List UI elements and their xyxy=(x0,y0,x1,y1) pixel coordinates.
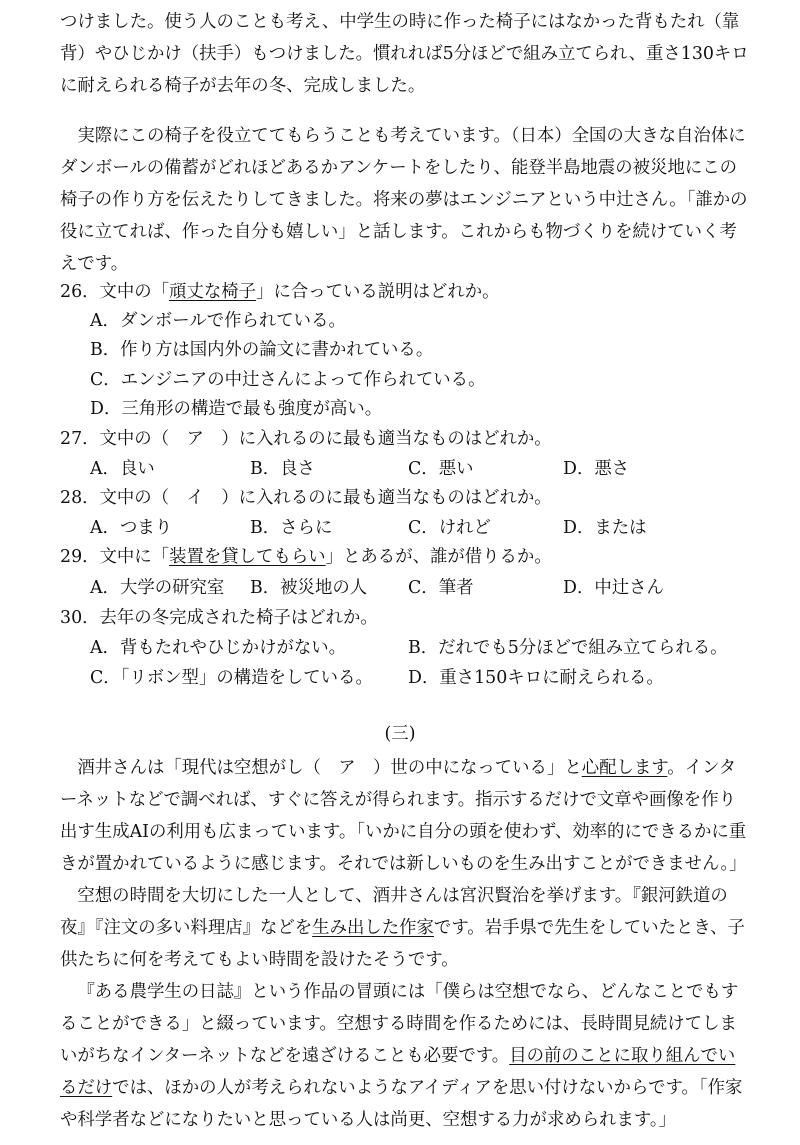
question-28: 28．文中の（ イ ）に入れるのに最も適当なものはどれか。 xyxy=(60,488,552,508)
q26-option-d: D．三角形の構造で最も強度が高い。 xyxy=(90,399,383,419)
q30-options-row-1 xyxy=(90,634,770,662)
underlined-phrase: 装置を貸してもらい xyxy=(169,547,326,567)
q30-option-b: B．だれでも5分ほどで組み立てられる。 xyxy=(408,638,728,658)
q29-option-c: C．筆者 xyxy=(408,578,474,598)
q26-option-a: A．ダンボールで作られている。 xyxy=(90,311,346,331)
q30-option-c: C．「リボン型」の構造をしている。 xyxy=(90,668,373,688)
q27-option-d: D．悪さ xyxy=(563,459,630,479)
passage-paragraph-2: 実際にこの椅子を役立ててもらうことも考えています。（日本）全国の大きな自治体にダンボールの備蓄がどれほどあるかアンケートをしたり、能登半島地震の被災地にこの椅子の作り方を伝えたりしてきました。将来の夢はエンジニアという中辻さん。「誰かの役に立てれば、作った自分も嬉しい」と話します。これからも物づくりを続けていく考えです。 xyxy=(60,126,748,274)
q28-option-a: A．つまり xyxy=(90,518,173,538)
section3-paragraph-2: 空想の時間を大切にした一人として、酒井さんは宮沢賢治を挙げます。『銀河鉄道の夜』『注文の多い料理店』などを生み出した作家です。岩手県で先生をしていたとき、子供たちに何を考えてもよい時間を設けたそうです。 xyxy=(60,886,745,970)
underlined-phrase: 心配します xyxy=(581,758,668,778)
q27-option-c: C．悪い xyxy=(408,459,474,479)
q27-option-b: B．良さ xyxy=(250,459,315,479)
q28-option-b: B．さらに xyxy=(250,518,333,538)
q26-option-b: B．作り方は国内外の論文に書かれている。 xyxy=(90,340,434,360)
q27-option-a: A．良い xyxy=(90,459,155,479)
q27-options xyxy=(90,455,770,483)
q29-options xyxy=(90,574,770,602)
question-30: 30．去年の冬完成された椅子はどれか。 xyxy=(60,608,378,628)
underlined-phrase: 頑丈な椅子 xyxy=(169,282,257,302)
q30-options-row-2 xyxy=(90,664,770,692)
underlined-phrase: 目の前のことに取り組んでいるだけ xyxy=(60,1046,736,1098)
q30-option-a: A．背もたれやひじかけがない。 xyxy=(90,638,347,658)
q28-option-c: C．けれど xyxy=(408,518,491,538)
question-29: 29．文中に「装置を貸してもらい」とあるが、誰が借りるか。 xyxy=(60,547,552,567)
section3-paragraph-1: 酒井さんは「現代は空想がし（ ア ）世の中になっている」と心配します。インターネットなどで調べれば、すぐに答えが得られます。指示するだけで文章や画像を作り出す生成AIの利用も広まっています。「いかに自分の頭を使わず、効率的にできるかに重きが置かれているように感じます。それでは新しいものを生み出すことができません。」 xyxy=(60,758,747,874)
q28-options xyxy=(90,514,770,542)
q26-option-c: C．エンジニアの中辻さんによって作られている。 xyxy=(90,370,486,390)
passage-paragraph-1: つけました。使う人のことも考え、中学生の時に作った椅子にはなかった背もたれ（靠背）やひじかけ（扶手）もつけました。慣れれば5分ほどで組み立てられ、重さ130キロに耐えられる椅子が去年の冬、完成しました。 xyxy=(60,12,749,96)
question-27: 27．文中の（ ア ）に入れるのに最も適当なものはどれか。 xyxy=(60,429,552,449)
section-heading: (三) xyxy=(384,724,416,744)
q29-option-b: B．被災地の人 xyxy=(250,578,368,598)
underlined-phrase: 生み出した作家 xyxy=(312,918,434,938)
question-26: 26．文中の「頑丈な椅子」に合っている説明はどれか。 xyxy=(60,282,500,302)
q29-option-a: A．大学の研究室 xyxy=(90,578,225,598)
q29-option-d: D．中辻さん xyxy=(563,578,664,598)
section3-paragraph-3: 『ある農学生の日誌』という作品の冒頭には「僕らは空想でなら、どんなことでもすることができる」と綴っています。空想する時間を作るためには、長時間見続けてしまいがちなインターネットなどを遠ざけることも必要です。目の前のことに取り組んでいるだけでは、ほかの人が考えられないようなアイディアを思い付けないからです。「作家や科学者などになりたいと思っている人は尚更、空想する力が求められます。」 xyxy=(60,982,743,1130)
q28-option-d: D．または xyxy=(563,518,647,538)
q30-option-d: D．重さ150キロに耐えられる。 xyxy=(408,668,664,688)
